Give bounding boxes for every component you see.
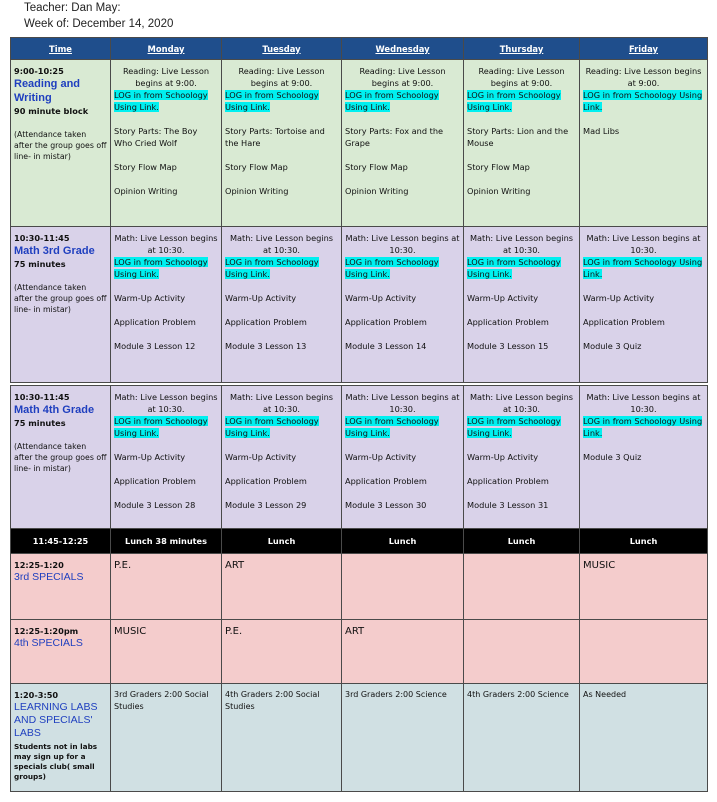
lesson-cell: [111, 227, 222, 383]
schoology-link[interactable]: LOG in from Schoology Using Link.: [345, 257, 439, 279]
live-lesson-text: Math: Live Lesson begins at 10:30.: [345, 392, 460, 414]
col-thursday: Thursday: [464, 38, 580, 60]
specials4-label: 4th SPECIALS: [14, 637, 83, 649]
lesson-cell: [580, 60, 708, 227]
lesson-cell: [111, 386, 222, 529]
labs-cell: 3rd Graders 2:00 Social Studies: [111, 684, 222, 792]
lesson-cell: [464, 386, 580, 529]
lesson-item: Module 3 Lesson 30: [345, 500, 427, 510]
schoology-link[interactable]: LOG in from Schoology Using Link.: [114, 257, 208, 279]
lesson-item: Mad Libs: [583, 126, 620, 136]
lesson-item: Story Parts: Tortoise and the Hare: [225, 126, 325, 148]
live-lesson-text: Reading: Live Lesson begins at 9:00.: [585, 66, 702, 88]
lesson-item: Opinion Writing: [345, 186, 409, 196]
schoology-link[interactable]: LOG in from Schoology Using Link.: [114, 90, 208, 112]
block-subject: Reading and Writing: [14, 78, 81, 104]
live-lesson-text: Math: Live Lesson begins at 10:30.: [229, 233, 334, 255]
specials4-cell: MUSIC: [111, 620, 222, 684]
schoology-link[interactable]: LOG in from Schoology Using Link.: [345, 90, 439, 112]
lesson-cell: [464, 227, 580, 383]
lesson-item: Module 3 Quiz: [583, 452, 642, 462]
block-subject: Math 4th Grade: [14, 404, 95, 416]
labs-cell: 3rd Graders 2:00 Science: [342, 684, 464, 792]
lesson-cell: [342, 227, 464, 383]
schoology-link[interactable]: LOG in from Schoology Using Link.: [583, 90, 703, 112]
lesson-item: Opinion Writing: [114, 186, 178, 196]
teacher-line: Teacher: Dan May:: [24, 2, 121, 14]
lunch-cell: Lunch: [342, 529, 464, 554]
specials3-cell: [342, 554, 464, 620]
time-cell: [11, 60, 111, 227]
lesson-item: Warm-Up Activity: [225, 452, 297, 462]
lesson-item: Warm-Up Activity: [225, 293, 297, 303]
lesson-item: Module 3 Lesson 14: [345, 341, 427, 351]
lesson-item: Module 3 Lesson 13: [225, 341, 307, 351]
attendance-note: (Attendance taken after the group goes off line- in mistar): [14, 283, 107, 314]
lunch-cell: Lunch 38 minutes: [111, 529, 222, 554]
lunch-cell: Lunch: [222, 529, 342, 554]
specials3-time-cell: [11, 554, 111, 620]
lesson-cell: [580, 386, 708, 529]
lesson-item: Warm-Up Activity: [467, 293, 539, 303]
schoology-link[interactable]: LOG in from Schoology Using Link.: [583, 416, 703, 438]
lesson-item: Application Problem: [467, 317, 549, 327]
labs-cell: 4th Graders 2:00 Science: [464, 684, 580, 792]
labs-note: Students not in labs may sign up for a specials club( small groups): [14, 742, 98, 781]
lesson-item: Warm-Up Activity: [583, 293, 655, 303]
lesson-cell: [464, 60, 580, 227]
live-lesson-text: Math: Live Lesson begins at 10:30.: [229, 392, 334, 414]
lunch-time: 11:45-12:25: [11, 529, 111, 554]
row-reading: [11, 60, 708, 227]
live-lesson-text: Reading: Live Lesson begins at 9:00.: [122, 66, 210, 88]
lesson-item: Application Problem: [114, 476, 196, 486]
specials4-cell: ART: [342, 620, 464, 684]
schoology-link[interactable]: LOG in from Schoology Using Link.: [345, 416, 439, 438]
live-lesson-text: Reading: Live Lesson begins at 9:00.: [238, 66, 325, 88]
live-lesson-text: Math: Live Lesson begins at 10:30.: [114, 392, 218, 414]
schoology-link[interactable]: LOG in from Schoology Using Link.: [467, 416, 561, 438]
specials3-cell: ART: [222, 554, 342, 620]
lesson-item: Warm-Up Activity: [345, 293, 417, 303]
col-tuesday: Tuesday: [222, 38, 342, 60]
lesson-item: Story Parts: The Boy Who Cried Wolf: [114, 126, 198, 148]
live-lesson-text: Reading: Live Lesson begins at 9:00.: [359, 66, 446, 88]
lesson-cell: [342, 60, 464, 227]
header-row: [11, 38, 708, 60]
schoology-link[interactable]: LOG in from Schoology Using Link.: [225, 257, 319, 279]
col-friday: Friday: [580, 38, 708, 60]
attendance-note: (Attendance taken after the group goes off line- in mistar): [14, 442, 107, 473]
col-wednesday: Wednesday: [342, 38, 464, 60]
row-math4: [11, 386, 708, 529]
lesson-item: Opinion Writing: [467, 186, 531, 196]
specials4-cell: [580, 620, 708, 684]
lesson-item: Story Flow Map: [467, 162, 530, 172]
block-time: 10:30-11:45: [14, 233, 70, 243]
lesson-item: Opinion Writing: [225, 186, 289, 196]
lesson-item: Warm-Up Activity: [114, 452, 186, 462]
lunch-cell: Lunch: [580, 529, 708, 554]
row-specials3: [11, 554, 708, 620]
lesson-item: Module 3 Lesson 29: [225, 500, 307, 510]
block-duration: 75 minutes: [14, 418, 66, 428]
lesson-item: Warm-Up Activity: [114, 293, 186, 303]
schoology-link[interactable]: LOG in from Schoology Using Link.: [225, 416, 319, 438]
lesson-item: Application Problem: [583, 317, 665, 327]
lesson-item: Module 3 Lesson 12: [114, 341, 196, 351]
lesson-item: Story Flow Map: [114, 162, 177, 172]
time-cell: [11, 386, 111, 529]
lesson-item: Story Parts: Fox and the Grape: [345, 126, 444, 148]
labs-label: LEARNING LABS AND SPECIALS' LABS: [14, 701, 98, 739]
specials4-time: 12:25-1:20pm: [14, 626, 79, 636]
lesson-item: Module 3 Lesson 15: [467, 341, 549, 351]
week-line: Week of: December 14, 2020: [24, 18, 174, 30]
lesson-item: Module 3 Quiz: [583, 341, 642, 351]
specials4-time-cell: [11, 620, 111, 684]
lunch-cell: Lunch: [464, 529, 580, 554]
lesson-item: Application Problem: [114, 317, 196, 327]
specials3-time: 12:25-1:20: [14, 560, 64, 570]
lesson-item: Module 3 Lesson 28: [114, 500, 196, 510]
block-time: 10:30-11:45: [14, 392, 70, 402]
live-lesson-text: Math: Live Lesson begins at 10:30.: [345, 233, 460, 255]
schoology-link[interactable]: LOG in from Schoology Using Link.: [114, 416, 208, 438]
specials3-cell: MUSIC: [580, 554, 708, 620]
row-specials4: [11, 620, 708, 684]
labs-time: 1:20-3:50: [14, 690, 59, 700]
lesson-item: Warm-Up Activity: [345, 452, 417, 462]
lesson-cell: [222, 60, 342, 227]
lesson-cell: [342, 386, 464, 529]
attendance-note: (Attendance taken after the group goes off line- in mistar): [14, 130, 107, 161]
lesson-item: Story Flow Map: [345, 162, 408, 172]
live-lesson-text: Math: Live Lesson begins at 10:30.: [114, 233, 218, 255]
schoology-link[interactable]: LOG in from Schoology Using Link.: [225, 90, 319, 112]
schoology-link[interactable]: LOG in from Schoology Using Link.: [467, 90, 561, 112]
row-labs: [11, 684, 708, 792]
block-duration: 90 minute block: [14, 106, 89, 116]
block-time: 9:00-10:25: [14, 66, 64, 76]
schoology-link[interactable]: LOG in from Schoology Using Link.: [583, 257, 703, 279]
specials3-cell: [464, 554, 580, 620]
lesson-cell: [222, 386, 342, 529]
specials3-cell: P.E.: [111, 554, 222, 620]
lesson-item: Story Flow Map: [225, 162, 288, 172]
block-duration: 75 minutes: [14, 259, 66, 269]
block-subject: Math 3rd Grade: [14, 245, 95, 257]
lesson-cell: [111, 60, 222, 227]
specials4-cell: P.E.: [222, 620, 342, 684]
lesson-item: Story Parts: Lion and the Mouse: [467, 126, 569, 148]
schoology-link[interactable]: LOG in from Schoology Using Link.: [467, 257, 561, 279]
row-lunch: [11, 529, 708, 554]
row-math3: [11, 227, 708, 383]
labs-time-cell: [11, 684, 111, 792]
lesson-item: Application Problem: [345, 476, 427, 486]
lesson-item: Application Problem: [225, 317, 307, 327]
live-lesson-text: Math: Live Lesson begins at 10:30.: [586, 392, 701, 414]
live-lesson-text: Reading: Live Lesson begins at 9:00.: [478, 66, 565, 88]
lesson-item: Application Problem: [467, 476, 549, 486]
specials3-label: 3rd SPECIALS: [14, 571, 84, 583]
schedule-table: [10, 37, 708, 792]
specials4-cell: [464, 620, 580, 684]
time-cell: [11, 227, 111, 383]
lesson-item: Module 3 Lesson 31: [467, 500, 549, 510]
lesson-item: Application Problem: [225, 476, 307, 486]
col-monday: Monday: [111, 38, 222, 60]
live-lesson-text: Math: Live Lesson begins at 10:30.: [586, 233, 701, 255]
labs-cell: 4th Graders 2:00 Social Studies: [222, 684, 342, 792]
live-lesson-text: Math: Live Lesson begins at 10:30.: [469, 392, 574, 414]
live-lesson-text: Math: Live Lesson begins at 10:30.: [469, 233, 574, 255]
labs-cell: As Needed: [580, 684, 708, 792]
lesson-cell: [222, 227, 342, 383]
lesson-item: Application Problem: [345, 317, 427, 327]
lesson-cell: [580, 227, 708, 383]
col-time: Time: [11, 38, 111, 60]
lesson-item: Warm-Up Activity: [467, 452, 539, 462]
